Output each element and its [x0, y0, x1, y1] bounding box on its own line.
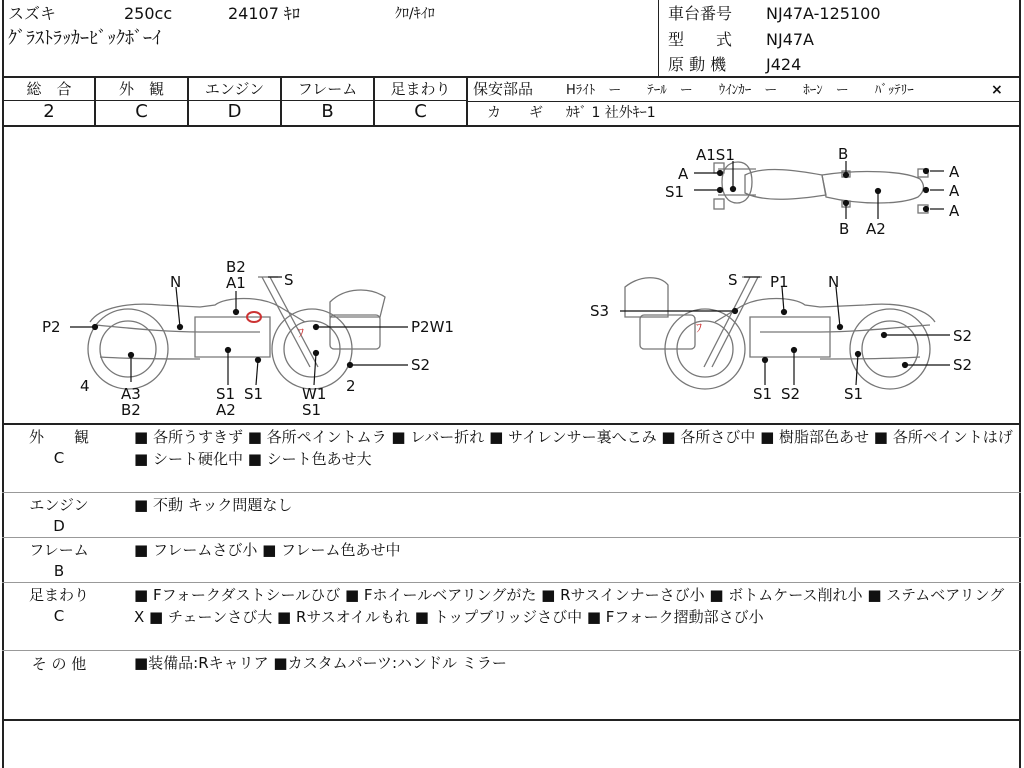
label-right-s1b: S1 — [844, 385, 864, 403]
key-value: ｶｷﾞ 1 社外ｷｰ1 — [566, 105, 656, 121]
label-left-w1: W1 — [302, 385, 327, 403]
grade-header-suspension: 足まわり — [390, 80, 451, 98]
label-right-s3: S3 — [590, 302, 610, 320]
section-text-engine: ■ 不動 キック問題なし — [134, 496, 293, 514]
model-code: NJ47A — [766, 30, 814, 49]
safety-items: Hﾗｲﾄ ー ﾃｰﾙ ー ｳｲﾝｶｰ ー ﾎｰﾝ ー ﾊﾞｯﾃﾘｰ — [566, 83, 914, 98]
label-right-n: N — [828, 273, 840, 291]
section-label-frame: フレーム — [29, 541, 89, 559]
label-right-s: S — [728, 271, 738, 289]
grade-header-engine: エンジン — [204, 80, 265, 98]
maker: スズキ — [8, 4, 57, 23]
label-left-2: 2 — [346, 377, 356, 395]
section-label-exterior: 外 観 — [28, 428, 89, 446]
section-text-suspension: ■ Fフォークダストシールひび ■ Fホイールベアリングがた ■ Rサスインナーさび小 ■ ボトムケース削れ小 ■ ステムベアリングX ■ チェーンさび大 ■ Rサスオイルもれ ■ トップブリッジさび中 ■ Fフォーク摺動部さび小 — [134, 586, 1005, 626]
label-right-s2b: S2 — [953, 356, 973, 374]
grade-value-engine: D — [227, 101, 242, 122]
grade-value-exterior: C — [135, 101, 148, 122]
section-grade-suspension: C — [53, 607, 65, 625]
section-label-suspension: 足まわり — [28, 586, 89, 604]
label-right-s1a: S1 — [753, 385, 773, 403]
label-left-a2: A2 — [216, 401, 236, 419]
mileage: 24107 ｷﾛ — [228, 4, 300, 23]
label-left-4: 4 — [80, 377, 90, 395]
label-top-b-upper: B — [838, 145, 849, 163]
grade-value-frame: B — [321, 101, 334, 122]
section-grade-exterior: C — [53, 449, 65, 467]
top-view-motorcycle — [714, 162, 928, 213]
label-left-s2: S2 — [411, 356, 431, 374]
label-left-s1b: S1 — [244, 385, 264, 403]
label-right-s2a: S2 — [953, 327, 973, 345]
battery-mark: × — [991, 82, 1003, 98]
damage-mark-right: ﾌ — [696, 321, 703, 335]
label-left-p2w1: P2W1 — [411, 318, 454, 336]
label-left-s1c: S1 — [302, 401, 322, 419]
model-name: ｸﾞﾗｽﾄﾗｯｶｰﾋﾞｯｸﾎﾞｰｲ — [8, 28, 161, 49]
section-text-other: ■装備品:Rキャリア ■カスタムパーツ:ハンドル ミラー — [134, 654, 507, 672]
label-left-a1: A1 — [226, 274, 246, 292]
label-left-a3: A3 — [121, 385, 141, 403]
section-text-exterior: ■ 各所うすきず ■ 各所ペイントムラ ■ レバー折れ ■ サイレンサー裏へこみ ■ 各所さび中 ■ 樹脂部色あせ ■ 各所ペイントはげ ■ シート硬化中 ■ シート色あせ大 — [134, 428, 1013, 468]
engine-code: J424 — [766, 55, 802, 74]
label-left-b2: B2 — [226, 258, 246, 276]
label-top-a2: A2 — [866, 220, 886, 238]
label-top-a-r1: A — [949, 163, 960, 181]
label-top-s1-left: S1 — [665, 183, 685, 201]
section-text-frame: ■ フレームさび小 ■ フレーム色あせ中 — [134, 541, 401, 559]
label-left-s1a: S1 — [216, 385, 236, 403]
label-top-a-r2: A — [949, 182, 960, 200]
section-grade-frame: B — [53, 562, 65, 580]
displacement: 250cc — [124, 4, 173, 23]
grade-header-exterior: 外 観 — [118, 80, 164, 98]
section-label-engine: エンジン — [29, 496, 89, 514]
safety-title: 保安部品 — [473, 80, 534, 98]
motorcycle-diagram — [0, 127, 1020, 423]
color: ｸﾛ/ｷｲﾛ — [395, 6, 435, 22]
grade-header-overall: 総 合 — [26, 80, 72, 98]
key-label: カ ギ — [487, 105, 543, 121]
model-code-label: 型 式 — [668, 30, 733, 49]
section-label-other: そ の 他 — [31, 655, 87, 673]
label-left-b2-low: B2 — [121, 401, 141, 419]
label-top-b-lower: B — [839, 220, 850, 238]
label-left-n: N — [170, 273, 182, 291]
right-side-motorcycle — [625, 277, 935, 389]
frame-no-label: 車台番号 — [668, 4, 733, 23]
label-left-p2: P2 — [42, 318, 61, 336]
grade-header-frame: フレーム — [297, 80, 358, 98]
label-right-s2c: S2 — [781, 385, 801, 403]
label-top-a-left: A — [678, 165, 689, 183]
engine-label: 原 動 機 — [668, 55, 727, 74]
grade-value-suspension: C — [414, 101, 427, 122]
frame-no: NJ47A-125100 — [766, 4, 881, 23]
label-right-p1: P1 — [770, 273, 789, 291]
label-left-s: S — [284, 271, 294, 289]
label-top-a1s1: A1S1 — [696, 146, 735, 164]
section-grade-engine: D — [53, 517, 65, 535]
damage-mark-left: ﾌ — [298, 326, 305, 340]
grade-value-overall: 2 — [43, 101, 55, 122]
label-top-a-r3: A — [949, 202, 960, 220]
